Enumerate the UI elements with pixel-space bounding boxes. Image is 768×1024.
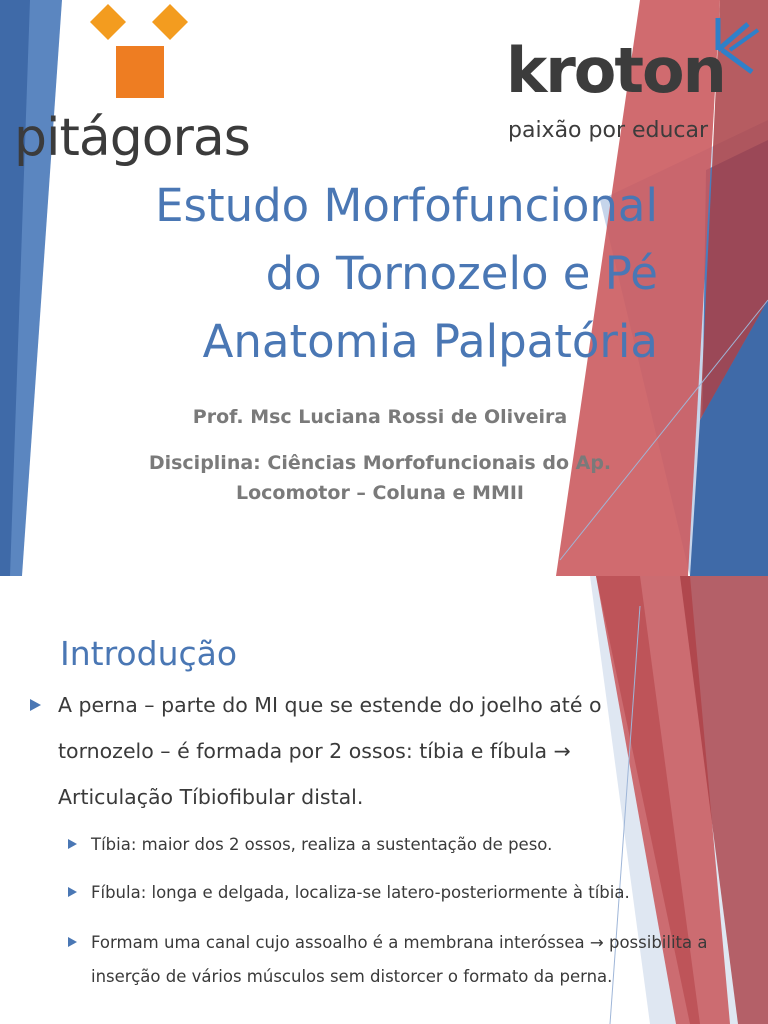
sub-bullet — [68, 926, 758, 994]
slide-title — [155, 172, 658, 376]
content-slide — [0, 576, 768, 1024]
pitagoras-logo-text: pitágoras — [14, 108, 250, 168]
title-line: Estudo Morfofuncional — [155, 179, 658, 232]
bullet-text: A perna – parte do MI que se estende do joelho até o tornozelo – é formada por 2 ossos: tíbia e fíbula → Articulação Tíbiofibular distal. — [58, 693, 602, 809]
title-line: Anatomia Palpatória — [202, 315, 658, 368]
kroton-logo-text: kroton — [506, 34, 725, 107]
title-line: do Tornozelo e Pé — [265, 247, 658, 300]
discipline — [60, 448, 700, 508]
slide-heading: Introdução — [60, 634, 238, 673]
sub-bullet-text: Tíbia: maior dos 2 ossos, realiza a sustentação de peso. — [91, 835, 553, 854]
discipline-line: Locomotor – Coluna e MMII — [235, 482, 524, 504]
sub-bullet — [68, 876, 758, 910]
sub-bullet — [68, 828, 758, 862]
sub-bullet-text: Formam uma canal cujo assoalho é a membrana interóssea → possibilita a inserção de vários músculos sem distorcer o formato da perna. — [91, 933, 708, 986]
discipline-line: Disciplina: Ciências Morfofuncionais do Ap. — [148, 452, 612, 474]
bullet-triangle-icon — [68, 887, 77, 897]
bullet-triangle-icon — [68, 839, 77, 849]
pitagoras-logo-icon — [88, 2, 192, 106]
kroton-logo-icon — [712, 16, 762, 76]
bullet-triangle-icon — [30, 699, 41, 711]
main-bullet — [30, 682, 690, 820]
professor-name: Prof. Msc Luciana Rossi de Oliveira — [192, 406, 568, 428]
kroton-tagline: paixão por educar — [508, 118, 709, 143]
sub-bullet-text: Fíbula: longa e delgada, localiza-se latero-posteriormente à tíbia. — [91, 883, 630, 902]
bullet-triangle-icon — [68, 937, 77, 947]
